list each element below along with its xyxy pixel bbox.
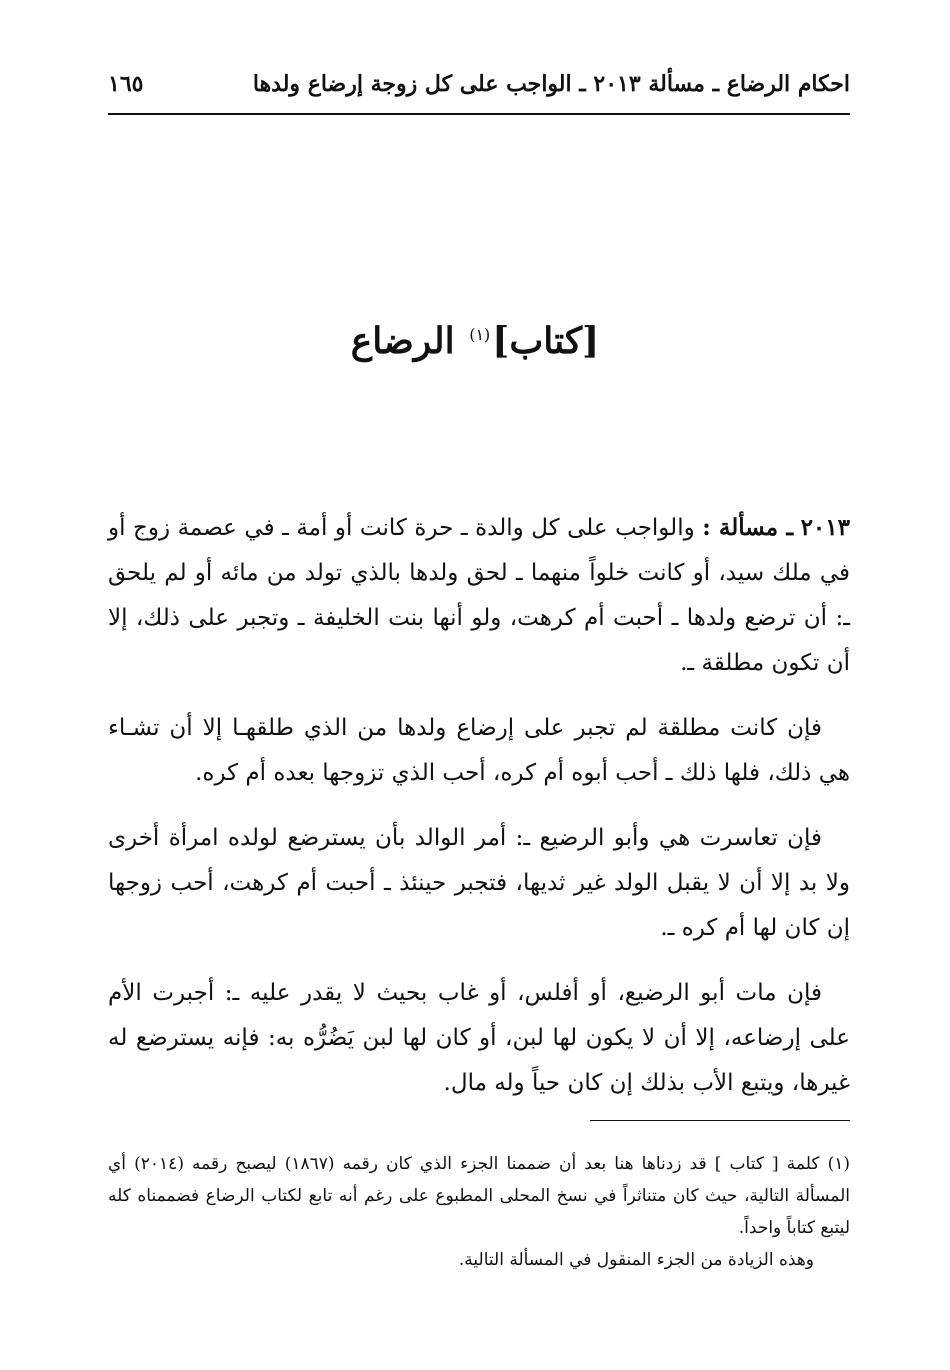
paragraph-issue <box>108 505 850 686</box>
footnote <box>108 1148 850 1244</box>
paragraph: فإن تعاسرت هي وأبو الرضيع ـ: أمر الوالد بأن يسترضع لولده امرأة أخرى ولا بد إلا أن لا يقبل الولد غير ثديها، فتجبر حينئذ ـ أحبت أم كرهت، أحب زوجها إن كان لها أم كره ـ. <box>108 825 850 941</box>
header-rule <box>108 113 850 115</box>
page-number: ١٦٥ <box>108 71 144 97</box>
body-text <box>108 505 850 1126</box>
footnote-text: كلمة [ كتاب ] قد زدناها هنا بعد أن ضممنا الجزء الذي كان رقمه (١٨٦٧) ليصبح رقمه (٢٠١٤) أي المسألة التالية، حيث كان متناثراً في نسخ المحلى المطبوع على رغم أنه تابع لكتاب الرضاع فضممناه كله ليتبع كتاباً واحداً. <box>108 1154 850 1238</box>
footnote-rule <box>590 1120 850 1121</box>
paragraph: فإن كانت مطلقة لم تجبر على إرضاع ولدها من الذي طلقهـا إلا أن تشـاء هي ذلك، فلها ذلك ـ أحب أبوه أم كره، أحب الذي تزوجها بعده أم كره. <box>108 715 850 786</box>
book-title-subject: الرضاع <box>350 320 455 362</box>
issue-label: ـ مسألة : <box>702 514 794 541</box>
book-title <box>0 320 950 362</box>
footnotes <box>108 1148 850 1276</box>
paragraph: فإن مات أبو الرضيع، أو أفلس، أو غاب بحيث لا يقدر عليه ـ: أجبرت الأم على إرضاعه، إلا أن لا يكون لها لبن، أو كان لها لبن يَضُرُّه به: فإنه يسترضع له غيرها، ويتبع الأب بذلك إن كان حياً وله مال. <box>108 980 850 1096</box>
running-header <box>108 62 850 106</box>
running-title: احكام الرضاع ـ مسألة ٢٠١٣ ـ الواجب على كل زوجة إرضاع ولدها <box>252 71 850 97</box>
footnote-continuation: وهذه الزيادة من الجزء المنقول في المسألة التالية. <box>458 1250 814 1270</box>
issue-number: ٢٠١٣ <box>800 514 850 541</box>
footnote-number: (١) <box>827 1154 851 1174</box>
paragraph-text: والواجب على كل والدة ـ حرة كانت أو أمة ـ في عصمة زوج أو في ملك سيد، أو كانت خلواً منهما ـ لحق ولدها بالذي تولد من مائه أو لم يلحق ـ: أن ترضع ولدها ـ أحبت أم كرهت، ولو أنها بنت الخليفة ـ وتجبر على ذلك، إلا أن تكون مطلقة ـ. <box>108 515 850 676</box>
footnote-marker: (١) <box>469 325 491 344</box>
book-title-word: [كتاب] <box>492 320 600 362</box>
